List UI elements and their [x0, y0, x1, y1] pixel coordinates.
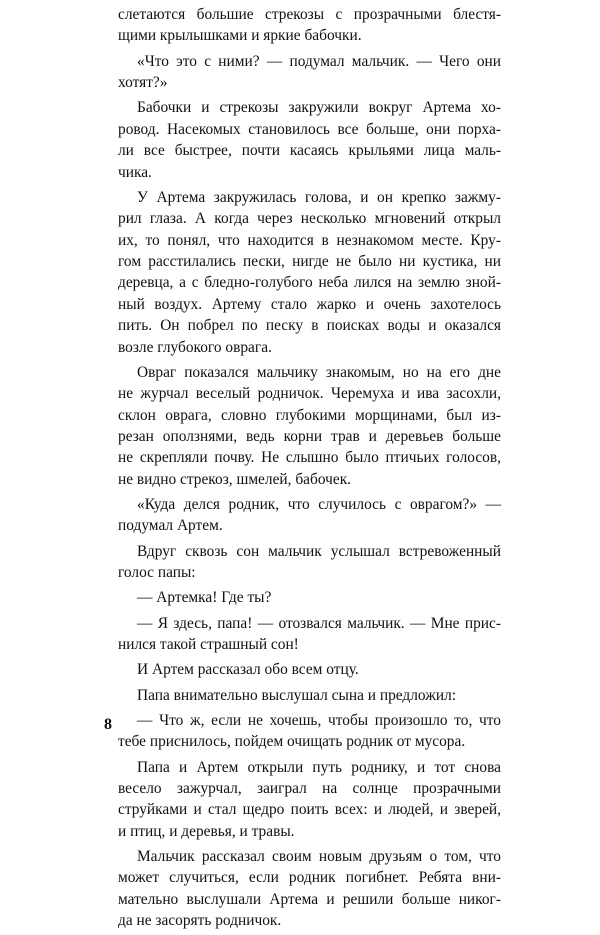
paragraph — [118, 846, 501, 932]
text-line: нился такой страшный сон! — [118, 636, 299, 654]
text-line: «Что это с ними? — подумал мальчик. — Чего они — [137, 52, 501, 70]
paragraph — [118, 362, 501, 490]
text-line: Мальчик рассказал своим новым друзьям о том, что — [137, 848, 501, 866]
story-text — [118, 4, 501, 935]
text-line: «Куда делся родник, что случилось с оврагом?» — — [137, 496, 501, 514]
text-line: ный воздух. Артему стало жарко и очень захотелось — [118, 295, 501, 313]
text-line: не скрепляли почву. Не слышно было птичьих голосов, — [118, 449, 501, 467]
text-line: чика. — [118, 163, 152, 181]
text-line: рил глаза. А когда через несколько мгновений открыл — [118, 210, 501, 228]
text-line: Бабочки и стрекозы закружили вокруг Артема хо- — [137, 99, 501, 117]
paragraph — [118, 4, 501, 47]
text-line: ровод. Насекомых становилось все больше, они порха- — [118, 120, 501, 138]
paragraph — [118, 97, 501, 183]
text-line: мательно выслушали Артема и решили больше никог- — [118, 890, 501, 908]
paragraph — [118, 685, 501, 706]
text-line: их, то понял, что находится в незнакомом месте. Кру- — [118, 231, 501, 249]
paragraph — [118, 587, 501, 608]
text-line: возле глубокого оврага. — [118, 338, 272, 356]
paragraph — [118, 659, 501, 680]
text-line: голос папы: — [118, 564, 196, 582]
paragraph — [118, 187, 501, 358]
text-line: хотят?» — [118, 74, 168, 92]
paragraph — [118, 494, 501, 537]
text-line: не журчал веселый родничок. Черемуха и ива засохли, — [118, 385, 501, 403]
page-number: 8 — [104, 716, 112, 733]
paragraph — [118, 613, 501, 656]
text-line: Овраг показался мальчику знакомым, но на его дне — [137, 363, 501, 381]
paragraph — [118, 541, 501, 584]
text-line: не видно стрекоз, шмелей, бабочек. — [118, 470, 352, 488]
text-line: резан оползнями, ведь корни трав и деревьев больше — [118, 427, 501, 445]
text-line: — Артемка! Где ты? — [137, 589, 272, 607]
text-line: подумал Артем. — [118, 517, 223, 535]
text-line: — Я здесь, папа! — отозвался мальчик. — Мне прис- — [137, 614, 501, 632]
paragraph — [118, 51, 501, 94]
text-line: деревца, а с бледно-голубого неба лился на землю зной- — [118, 274, 501, 292]
text-line: Вдруг сквозь сон мальчик услышал встревоженный — [137, 542, 501, 560]
text-line: склон оврага, словно глубокими морщинами, был из- — [118, 406, 501, 424]
text-line: пить. Он побрел по песку в поисках воды и оказался — [118, 317, 501, 335]
text-line: и птиц, и деревья, и травы. — [118, 822, 295, 840]
paragraph — [118, 710, 501, 753]
text-line: И Артем рассказал обо всем отцу. — [137, 661, 359, 679]
text-line: струйками и стал щедро поить всех: и людей, и зверей, — [118, 801, 501, 819]
text-line: гом расстилались пески, нигде не было ни кустика, ни — [118, 252, 501, 270]
text-line: тебе приснилось, пойдем очищать родник от мусора. — [118, 733, 466, 751]
text-line: весело зажурчал, заиграл на солнце прозрачными — [118, 779, 501, 797]
text-line: да не засорять родничок. — [118, 912, 282, 930]
text-line: щими крылышками и яркие бабочки. — [118, 27, 362, 45]
text-line: ли все быстрее, почти касаясь крыльями лица маль- — [118, 142, 501, 160]
paragraph — [118, 757, 501, 843]
text-line: Папа и Артем открыли путь роднику, и тот снова — [137, 758, 501, 776]
text-line: У Артема закружилась голова, и он крепко зажму- — [137, 188, 501, 206]
text-line: Папа внимательно выслушал сына и предложил: — [137, 686, 457, 704]
text-line: может случиться, если родник погибнет. Ребята вни- — [118, 869, 501, 887]
text-line: — Что ж, если не хочешь, чтобы произошло то, что — [137, 711, 501, 729]
text-line: слетаются большие стрекозы с прозрачными блестя- — [118, 6, 501, 23]
